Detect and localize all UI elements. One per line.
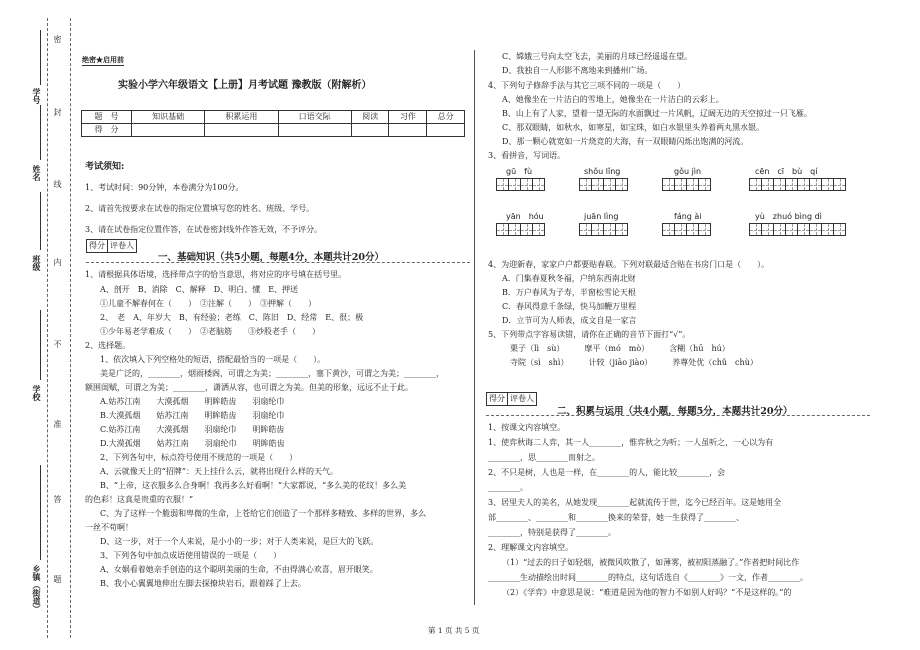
s2-line: （1）“过去的日子如轻烟，被微风吹散了，如薄雾，被初阳蒸融了。”作者把时间比作 [502, 558, 800, 567]
cut-mark: 封 [53, 108, 62, 116]
score-table-cell: 积累运用 [205, 111, 278, 124]
s2-line: 3、居里夫人的美名，从她发现________起就流传于世，迄今已经百年。这是她用全 [488, 498, 782, 507]
score-table-header-row [82, 111, 465, 124]
fold-line-inner [70, 18, 71, 638]
r-line: 寺院（sì shì） 计较（jiāo jiào） 养尊处优（chǔ chù） [510, 358, 758, 367]
page-number: 第 1 页 共 5 页 [428, 626, 480, 635]
fold-line-outer [47, 18, 48, 638]
s1-option: A.姑苏江南 大漠孤烟 明眸皓齿 羽扇纶巾 [100, 397, 285, 406]
score-input-cell[interactable] [351, 124, 389, 137]
label-school: 学校 [32, 385, 42, 401]
s1-line: 的色彩！这真是贵重的衣服！” [85, 495, 194, 504]
s2-line: ________，思________而射之。 [488, 453, 600, 462]
page-title: 实验小学六年级语文【上册】月考试题 豫教版（附解析） [118, 80, 372, 91]
s2-line: 1、使弈秋诲二人弈，其一人________，惟弈秋之为听；一人虽听之，一心以为有 [488, 438, 774, 447]
r-line: C、嫦娥三号向太空飞去，美丽的月球已经遥遥在望。 [502, 52, 693, 61]
s1-line: 2、下列各句中，标点符号使用不规范的一项是（ ） [100, 453, 298, 462]
s1-option: D、这一步，对于一个人来说，是小小的一步；对于人类来说，是巨大的飞跃。 [100, 537, 379, 546]
s1-line: 3、下列各句中加点成语使用错误的一项是（ ） [100, 551, 282, 560]
cut-mark: 不 [53, 340, 62, 348]
section2-title: 二、积累与运用（共4小题，每题5分，本题共计20分） [557, 406, 793, 417]
grader-reviewer-label: 评卷人 [110, 241, 134, 250]
r-line: 3、看拼音，写词语。 [488, 151, 566, 160]
s1-line: 额围闺赋，可谓之为美；________，潇洒从容，也可谓之为美。但美的形象，远远不止于此。 [85, 383, 413, 392]
blank-class[interactable] [40, 192, 41, 250]
grader-score-label: 得分 [87, 240, 108, 252]
s2-line: ________生动描绘出时间________的特点，这句话选自《________》一文，作者________。 [488, 573, 808, 582]
s1-line: 1、依次填入下列空格处的短语，搭配最恰当的一项是（ ）。 [100, 355, 326, 364]
r-line: A、她像坐在一片洁白的雪地上，她像坐在一片洁白的云彩上。 [502, 95, 724, 104]
pinyin-label: yù zhuó bìng dì [755, 212, 822, 221]
notice-item: 1、考试时间：90分钟，本卷满分为100分。 [85, 183, 244, 192]
pinyin-label: cēn cī bù qí [755, 167, 818, 176]
r-option: C．春风得意千条绿，快马加鞭万里程 [502, 302, 637, 311]
label-student-id: 学号 [32, 88, 42, 104]
pinyin-label: juān lìng [584, 212, 619, 221]
column-divider [474, 50, 475, 605]
s1-line: 2、 老 A、年岁大 B、有经验；老练 C、陈旧 D、经常 E、很；极 [100, 313, 364, 322]
s2-line: 2、理解课文内容填空。 [488, 543, 574, 552]
pinyin-label: fáng ài [674, 212, 702, 221]
cut-mark: 内 [53, 258, 62, 266]
s1-option: C、为了这样一个脆弱和卑微的生命，上苍给它们创造了一个那样多精致、多样的世界，多么 [100, 509, 427, 518]
writing-grid[interactable] [750, 178, 846, 191]
r-option: A．门集春夏秋冬福，户纳东西南北财 [502, 274, 636, 283]
r-line: D、我独自一人形影不离地来到播州广场。 [502, 66, 653, 75]
writing-grid[interactable] [497, 178, 545, 191]
writing-grid[interactable] [580, 178, 628, 191]
r-line: B、山上有了人家，望着一望无际的水面飘过一片风帆，辽阔无边的天空掠过一只飞雁。 [502, 109, 812, 118]
r-option: B．万户春风为子寿，半窗松雪论天根 [502, 288, 636, 297]
cut-mark: 密 [53, 35, 62, 43]
score-input-cell[interactable] [205, 124, 278, 137]
s1-line: 2、选择题。 [85, 341, 131, 350]
score-table-cell: 得 分 [82, 124, 132, 137]
blank-town[interactable] [40, 465, 41, 560]
r-line: 5、下列带点字容易读错，请你在正确的音节下面打“√”。 [488, 330, 691, 339]
writing-grid[interactable] [663, 178, 711, 191]
cut-mark: 准 [53, 420, 62, 428]
s2-line: ________，特别是获得了________。 [488, 528, 616, 537]
grader-box [486, 392, 537, 406]
score-table-score-row [82, 124, 465, 137]
section1-title: 一、基础知识（共5小题，每题4分，本题共计20分） [158, 252, 384, 263]
s1-option: C.姑苏江南 大漠孤烟 羽扇纶巾 明眸皓齿 [100, 425, 285, 434]
s2-line: 部________、________和________换来的荣誉，她一生获得了________、 [488, 513, 744, 522]
cut-mark: 线 [53, 180, 62, 188]
r-line: D、那一颗心就宽如一片烧竞的大海，有一双眼睛闪烁出饱满的河流。 [502, 137, 749, 146]
confidential-tag: 绝密★启用前 [82, 55, 124, 64]
pinyin-label: yān hóu [506, 212, 544, 221]
grader-reviewer-label: 评卷人 [510, 394, 534, 403]
score-table-cell: 题 号 [82, 111, 132, 124]
s2-line: 2、不只是树，人也是一样，在________的人，能比较________，会 [488, 468, 726, 477]
r-line: 栗子（lì sù） 摩平（mó mò） 含糊（hū hú） [510, 344, 730, 353]
score-table-cell: 知识基础 [132, 111, 205, 124]
label-name: 姓名 [32, 165, 42, 181]
r-option: D．立节可为人师表，成文自是一家言 [502, 316, 637, 325]
blank-student-id[interactable] [40, 30, 41, 85]
s1-line: ①儿童不解春何在（ ） ②注解（ ） ③押解（ ） [100, 299, 316, 308]
s1-line: 一丝不苟啊！ [85, 523, 133, 532]
r-line: C、那双眼睛，如秋水，如寒星，如宝珠，如白水银里头养着两丸黑水银。 [502, 123, 765, 132]
score-input-cell[interactable] [132, 124, 205, 137]
label-town: 乡镇（街道） [32, 565, 42, 613]
writing-grid[interactable] [750, 223, 846, 236]
s1-line: 1、请根据具体语境，选择带点字的恰当意思，将对应的序号填在括号里。 [85, 270, 347, 279]
notice-item: 3、请在试卷指定位置作答，在试卷密封线外作答无效，不予评分。 [85, 225, 323, 234]
score-table [81, 110, 465, 137]
s1-line: ①少年易老学难成（ ） ②老脑筋 ③炒股老手（ ） [100, 327, 320, 336]
s1-option: B、“上帝，这衣服多么合身啊！我再多么好看啊！”大家都说，“多么美的花纹！多么美 [100, 481, 407, 490]
label-class: 班级 [32, 255, 42, 271]
cut-mark: 答 [53, 495, 62, 503]
blank-name[interactable] [40, 105, 41, 160]
score-input-cell[interactable] [278, 124, 351, 137]
s1-option: A、女娲看着她亲手创造的这个聪明美丽的生命，不由得满心欢喜，眉开眼笑。 [100, 565, 378, 574]
s2-line: ________。 [488, 483, 528, 492]
writing-grid[interactable] [580, 223, 628, 236]
score-table-cell: 总分 [427, 111, 465, 124]
grader-box [86, 239, 137, 253]
score-input-cell[interactable] [389, 124, 427, 137]
s1-option: B.大漠孤烟 姑苏江南 明眸皓齿 羽扇纶巾 [100, 411, 285, 420]
notice-item: 2、请首先按要求在试卷的指定位置填写您的姓名、班级、学号。 [85, 204, 315, 213]
score-table-cell: 口语交际 [278, 111, 351, 124]
pinyin-label: shǒu lǐng [584, 167, 621, 176]
s1-line: A、剖开 B、消除 C、解释 D、明白、懂 E、押送 [100, 285, 299, 294]
writing-grid[interactable] [663, 223, 711, 236]
pinyin-label: gǒu jìn [674, 167, 702, 176]
score-table-cell: 习作 [389, 111, 427, 124]
notice-title: 考试须知: [85, 162, 125, 172]
r-line: 4、下列句子修辞手法与其它三项不同的一项是（ ） [488, 81, 686, 90]
score-input-cell[interactable] [427, 124, 465, 137]
r-line: 4、为迎新春，家家户户都要贴春联。下列对联最适合贴在书房门口是（ ）。 [488, 260, 770, 269]
s2-line: （2）《学弈》中意思是说：“难道是因为他的智力不如别人好吗？”不是这样的。”的 [502, 588, 792, 597]
pinyin-label: gū fù [506, 167, 533, 176]
s1-option: A、云就像天上的“招牌”：天上挂什么云，就将出现什么样的天气。 [100, 467, 338, 476]
blank-school[interactable] [40, 310, 41, 380]
s1-line: 美是广泛的，________，烟雨楼阁，可谓之为美；________，塞下黄沙，可谓之为美；________， [100, 369, 444, 378]
cut-mark: 题 [53, 575, 62, 583]
grader-score-label: 得分 [487, 393, 508, 405]
s1-option: B、我小心翼翼地伸出左脚去探撩块岩石，跟着踩了上去。 [100, 579, 306, 588]
writing-grid[interactable] [497, 223, 545, 236]
s1-option: D.大漠孤烟 姑苏江南 羽扇纶巾 明眸皓齿 [100, 439, 285, 448]
s2-line: 1、按课文内容填空。 [488, 423, 566, 432]
score-table-cell: 阅读 [351, 111, 389, 124]
